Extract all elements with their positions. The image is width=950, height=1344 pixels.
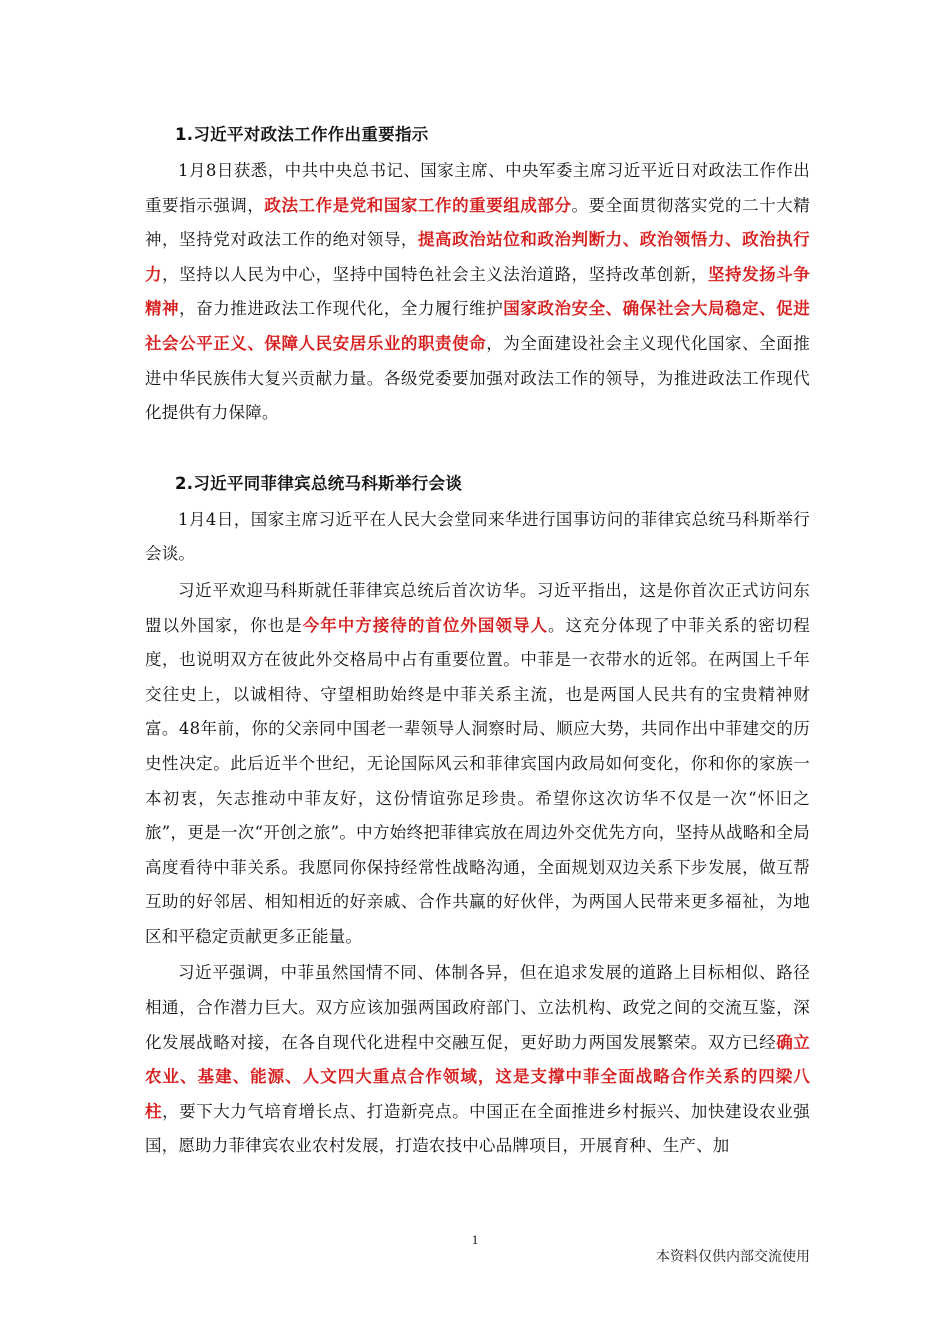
body-text: 1月8日获悉，中共中央总书记、国家主席、中央军委主席习近平近日对政法工作作出重要指示强调， <box>145 161 810 215</box>
highlighted-text: 提高政治站位和政治判断力、政治领悟力、政治执行力 <box>145 230 810 284</box>
footer-note: 本资料仅供内部交流使用 <box>656 1249 810 1265</box>
body-text: ，要下大力气培育增长点、打造新亮点。中国正在全面推进乡村振兴、加快建设农业强国，愿助力菲律宾农业农村发展，打造农技中心品牌项目，开展育种、生产、加 <box>145 1101 810 1156</box>
section-spacer <box>145 431 810 467</box>
section2-heading: 2.习近平同菲律宾总统马科斯举行会谈 <box>175 473 463 493</box>
highlighted-text: 确立农业、基建、能源、人文四大重点合作领域，这是支撑中菲全面战略合作关系的四梁八柱 <box>145 1032 810 1121</box>
body-text: 习近平强调，中菲虽然国情不同、体制各异，但在追求发展的道路上目标相似、路径相通，合作潜力巨大。双方应该加强两国政府部门、立法机构、政党之间的交流互鉴，深化发展战略对接，在各自现代化进程中交融互促，更好助力两国发展繁荣。双方已经 <box>145 963 810 1052</box>
highlighted-text: 政法工作是党和国家工作的重要组成部分 <box>264 195 572 215</box>
page-number: 1 <box>471 1232 479 1247</box>
body-text: ，奋力推进政法工作现代化，全力履行维护 <box>179 299 504 319</box>
section1-heading: 1.习近平对政法工作作出重要指示 <box>175 125 429 144</box>
highlighted-text: 坚持发扬斗争精神 <box>145 264 811 319</box>
section1-paragraph <box>145 154 810 431</box>
section2-paragraph-1 <box>145 503 810 572</box>
body-text: 1月4日，国家主席习近平在人民大会堂同来华进行国事访问的菲律宾总统马科斯举行会谈。 <box>145 509 810 564</box>
section2-paragraph-3 <box>145 956 810 1164</box>
highlighted-text: 今年中方接待的首位外国领导人 <box>302 615 548 635</box>
body-text: 。这充分体现了中菲关系的密切程度，也说明双方在彼此外交格局中占有重要位置。中菲是一衣带水的近邻。在两国上千年交往史上，以诚相待、守望相助始终是中菲关系主流，也是两国人民共有的宝贵精神财富。48年前，你的父亲同中国老一辈领导人洞察时局、顺应大势，共同作出中菲建交的历史性决定。此后近半个世纪，无论国际风云和菲律宾国内政局如何变化，你和你的家族一本初衷，矢志推动中菲友好，这份情谊弥足珍贵。希望你这次访华不仅是一次“怀旧之旅”，更是一次“开创之旅”。中方始终把菲律宾放在周边外交优先方向，坚持从战略和全局高度看待中菲关系。我愿同你保持经常性战略沟通，全面规划双边关系下步发展，做互帮互助的好邻居、相知相近的好亲戚、合作共赢的好伙伴，为两国人民带来更多福祉，为地区和平稳定贡献更多正能量。 <box>145 615 810 946</box>
body-text: 。要全面贯彻落实党的二十大精神，坚持党对政法工作的绝对领导， <box>145 195 810 250</box>
body-text: ，为全面建设社会主义现代化国家、全面推进中华民族伟大复兴贡献力量。各级党委要加强对政法工作的领导，为推进政法工作现代化提供有力保障。 <box>145 333 811 423</box>
body-text: ，坚持以人民为中心，坚持中国特色社会主义法治道路，坚持改革创新， <box>162 264 708 284</box>
highlighted-text: 国家政治安全、确保社会大局稳定、促进社会公平正义、保障人民安居乐业的职责使命 <box>145 299 810 353</box>
document-body <box>145 118 810 1164</box>
section2-paragraph-2 <box>145 574 810 955</box>
body-text: 习近平欢迎马科斯就任菲律宾总统后首次访华。习近平指出，这是你首次正式访问东盟以外国家，你也是 <box>145 580 810 635</box>
